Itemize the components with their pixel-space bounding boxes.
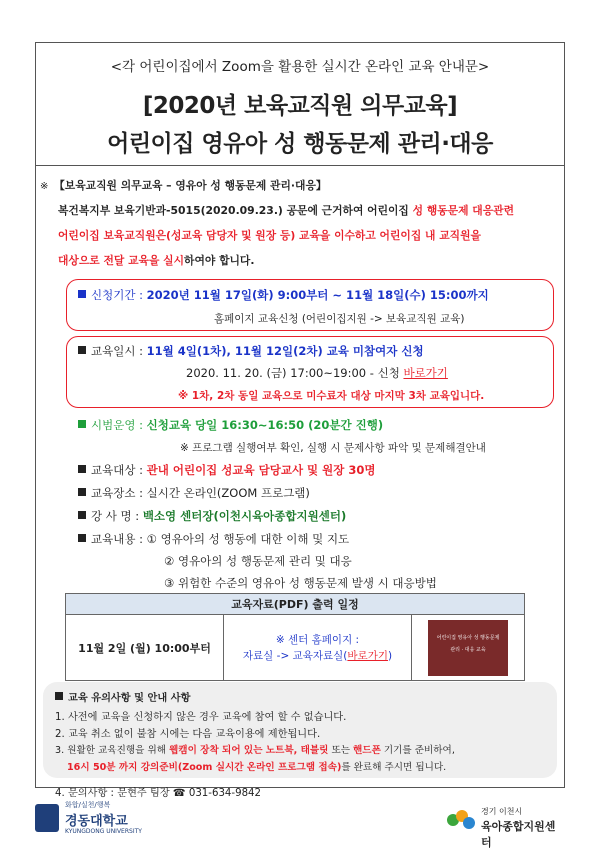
notice-subtitle: <각 어린이집에서 Zoom을 활용한 실시간 온라인 교육 안내문>	[110, 59, 490, 75]
intro-line4: 대상으로 전달 교육을 실시하여야 합니다.	[58, 254, 255, 267]
content-item-2: ② 영유아의 성 행동문제 관리 및 대응	[164, 554, 352, 568]
schedule-line1: 교육일시 : 11월 4일(1차), 11월 12일(2차) 교육 미참여자 신청	[78, 343, 424, 359]
material-link[interactable]: 바로가기	[347, 649, 388, 662]
note-4: 4. 문의사항 : 문현주 팀장 ☎ 031-634-9842	[55, 788, 262, 799]
center-name: 육아종합지원센터	[481, 820, 556, 849]
material-table-header: 교육자료(PDF) 출력 일정	[66, 594, 525, 615]
content-item-3: ③ 위험한 수준의 영유아 성 행동문제 발생 시 대응방법	[164, 576, 437, 590]
place: 교육장소 : 실시간 온라인(ZOOM 프로그램)	[78, 485, 310, 501]
trial-note: ※ 프로그램 실행여부 확인, 실행 시 문제사항 파악 및 문제해결안내	[180, 442, 486, 454]
schedule-apply-link[interactable]: 바로가기	[403, 366, 448, 380]
notes-layer	[35, 42, 565, 799]
application-period: 신청기간 : 2020년 11월 17일(화) 9:00부터 ~ 11월 18일(수) 15:00까지	[78, 287, 489, 303]
reference-mark: ※	[40, 181, 49, 192]
university-motto: 화합/실천/행복	[65, 801, 111, 809]
notice-title-line2: 어린이집 영유아 성 행동문제 관리·대응	[107, 131, 493, 157]
center-city: 경기 이천시	[481, 807, 523, 816]
material-site: ※ 센터 홈페이지 : 자료실 -> 교육자료실(바로가기)	[224, 615, 412, 681]
intro-line2: 복건복지부 보육기반과-5015(2020.09.23.) 공문에 근거하여 어린이집 성 행동문제 대응관련	[58, 204, 515, 217]
note-3: 3. 원활한 교육진행을 위해 웹캠이 장착 되어 있는 노트북, 태블릿 또는 핸드폰 기기를 준비하여,	[55, 745, 455, 756]
target: 교육대상 : 관내 어린이집 성교육 담당교사 및 원장 30명	[78, 462, 376, 478]
application-method: 홈페이지 교육신청 (어린이집지원 -> 보육교직원 교육)	[214, 313, 465, 325]
bullet-square-icon	[55, 692, 63, 700]
footer	[35, 800, 565, 849]
notice-title-line1: [2020년 보육교직원 의무교육]	[142, 93, 458, 119]
note-2: 2. 교육 취소 없이 불참 시에는 다음 교육이용에 제한됩니다.	[55, 729, 321, 740]
center-logo-icon	[447, 808, 475, 832]
university-name-en: KYUNGDONG UNIVERSITY	[65, 828, 142, 835]
university-emblem-icon	[35, 804, 59, 832]
notes-title: 교육 유의사항 및 안내 사항	[55, 689, 190, 704]
trial-run: 시범운영 : 신청교육 당일 16:30~16:50 (20분간 진행)	[78, 417, 383, 433]
schedule-note: ※ 1차, 2차 동일 교육으로 미수료자 대상 마지막 3차 교육입니다.	[178, 390, 485, 402]
material-cover-image: 어린이집 영유아 성 행동문제 관리 · 대응 교육	[428, 620, 508, 676]
note-3-cont: 16시 50분 까지 강의준비(Zoom 실시간 온라인 프로그램 접속)를 완료해 주시면 됩니다.	[67, 762, 447, 773]
notes-box	[43, 682, 557, 778]
intro-line3: 어린이집 보육교직원은(성교육 담당자 및 원장 등) 교육을 이수하고 어린이집 내 교직원을	[58, 229, 481, 242]
schedule-line2: 2020. 11. 20. (금) 17:00~19:00 - 신청 바로가기	[186, 366, 448, 380]
material-date: 11월 2일 (월) 10:00부터	[66, 615, 224, 681]
lecturer: 강 사 명 : 백소영 센터장(이천시육아종합지원센터)	[78, 508, 346, 524]
university-name: 경동대학교	[65, 814, 128, 829]
note-1: 1. 사전에 교육을 신청하지 않은 경우 교육에 참여 할 수 없습니다.	[55, 712, 347, 723]
intro-line1: 【보육교직원 의무교육 – 영유아 성 행동문제 관리·대응】	[54, 179, 327, 192]
content: 교육내용 : ① 영유아의 성 행동에 대한 이해 및 지도	[78, 531, 349, 547]
